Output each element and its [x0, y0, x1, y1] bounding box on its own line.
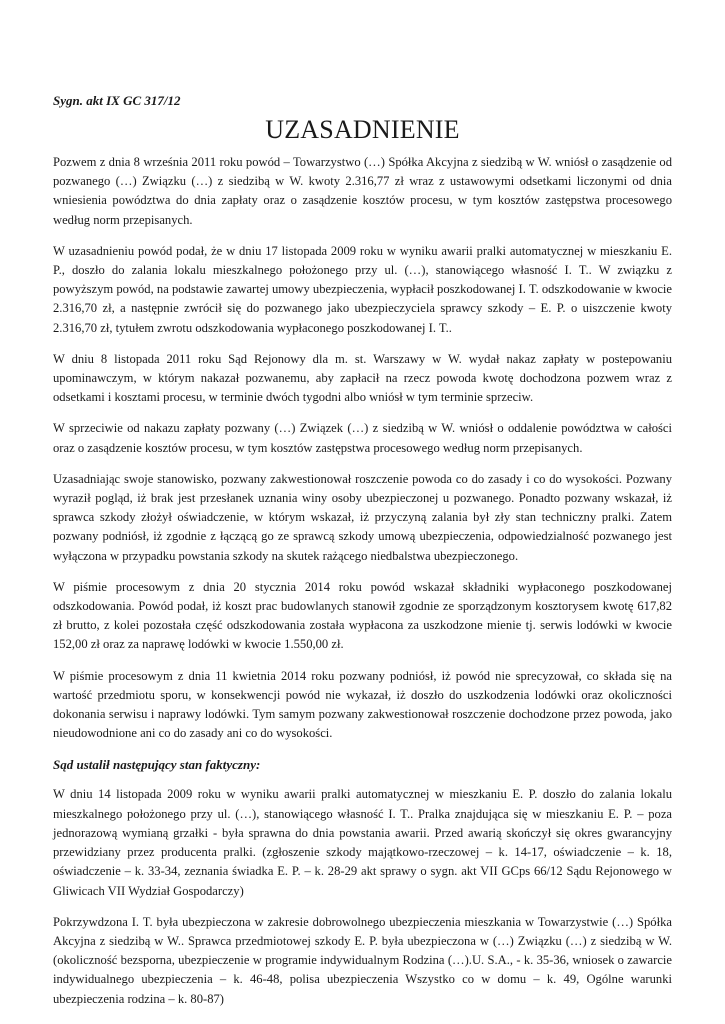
- paragraph-facts-incident: W dniu 14 listopada 2009 roku w wyniku awarii pralki automatycznej w mieszkaniu E. P. doszło do zalania lokalu mieszkalnego położonego przy ul. (…), stanowiącego własność I. T.. Pralka znajdująca się w mieszkaniu E. P. – poza jednorazową wymianą grzałki - była sprawna do dnia powstania awarii. Przed awarią skończył się okres gwarancyjny przewidziany przez producenta pralki. (zgłoszenie szkody majątkowo-rzeczowej – k. 14-17, oświadczenie – k. 18, oświadczenie – k. 33-34, zeznania świadka E. P. – k. 28-29 akt sprawy o sygn. akt VII GCps 66/12 Sądu Rejonowego w Gliwicach VII Wydział Gospodarczy): [53, 787, 672, 898]
- paragraph-payment-order: W dniu 8 listopada 2011 roku Sąd Rejonowy dla m. st. Warszawy w W. wydał nakaz zapłaty w postepowaniu upominawczym, w którym nakazał pozwanemu, aby zapłacił na rzecz powoda kwotę dochodzona pozwem wraz z odsetkami i kosztami procesu, w terminie dwóch tygodni albo wniósł w tym terminie sprzeciw.: [53, 351, 672, 405]
- paragraph-facts-insurance: Pokrzywdzona I. T. była ubezpieczona w zakresie dobrowolnego ubezpieczenia mieszkania w Towarzystwie (…) Spółka Akcyjna z siedzibą w W.. Sprawca przedmiotowej szkody E. P. była ubezpieczona w (…) Związku (…) z siedzibą w W. (okoliczność bezsporna, ubezpieczenie w programie indywidualnym Rodzina (…).U. S.A., - k. 35-36, wniosek o zawarcie indywidualnego ubezpieczenia – k. 46-48, polisa ubezpieczenia Wszystko co w domu – k. 49, Ogólne warunki ubezpieczenia rodzina – k. 80-87): [53, 914, 672, 1006]
- paragraph-plaintiff-letter: W piśmie procesowym z dnia 20 stycznia 2014 roku powód wskazał składniki wypłaconego poszkodowanej odszkodowania. Powód podał, iż koszt prac budowlanych stanowił zgodnie ze sporządzonym kosztorysem kwotę 617,82 zł brutto, z kolei pozostała część odszkodowania została wypłacona za uszkodzone mienie tj. serwis lodówki w kwocie 152,00 zł oraz za naprawę lodówki w kwocie 1.550,00 zł.: [53, 579, 672, 652]
- section-heading-facts: Sąd ustalił następujący stan faktyczny:: [53, 757, 261, 773]
- case-signature: Sygn. akt IX GC 317/12: [53, 93, 181, 108]
- paragraph-defendant-position: Uzasadniając swoje stanowisko, pozwany zakwestionował roszczenie powoda co do zasady i co do wysokości. Pozwany wyraził pogląd, iż brak jest przesłanek uznania winy osoby ubezpieczonej u pozwanego. Ponadto pozwany wskazał, iż sprawca szkody złożył oświadczenie, w którym wskazał, iż przyczyną zalania był zły stan techniczny pralki. Zatem pozwany podniósł, iż zgodnie z łączącą go ze sprawcą szkody umową ubezpieczenia, odpowiedzialność pozwanego jest wyłączona w przypadku powstania szkody na skutek rażącego niedbalstwa ubezpieczonego.: [53, 471, 672, 563]
- paragraph-objection: W sprzeciwie od nakazu zapłaty pozwany (…) Związek (…) z siedzibą w W. wniósł o oddalenie powództwa w całości oraz o zasądzenie kosztów procesu, w tym kosztów zastępstwa procesowego według norm przepisanych.: [53, 421, 672, 455]
- paragraph-justification: W uzasadnieniu powód podał, że w dniu 17 listopada 2009 roku w wyniku awarii pralki automatycznej w mieszkaniu E. P., doszło do zalania lokalu mieszkalnego położonego przy ul. (…), stanowiącego własność I. T.. W związku z powyższym powód, na podstawie zawartej umowy ubezpieczenia, wypłacił poszkodowanej I. T. odszkodowanie w kwocie 2.316,70 zł, a następnie zwrócił się do pozwanego jako ubezpieczyciela sprawcy szkody – E. P. o uiszczenie kwoty 2.316,70 zł, tytułem zwrotu odszkodowania wypłaconego poszkodowanej I. T..: [53, 243, 672, 335]
- paragraph-defendant-letter: W piśmie procesowym z dnia 11 kwietnia 2014 roku pozwany podniósł, iż powód nie sprecyzował, co składa się na wartość przedmiotu sporu, w konsekwencji powód nie wykazał, iż doszło do uszkodzenia lodówki oraz okoliczności dokonania serwisu i naprawy lodówki. Tym samym pozwany zakwestionował roszczenie dochodzone przez powoda, jako nieudowodnione ani co do zasady ani co do wysokości.: [53, 668, 672, 741]
- document-body: [53, 92, 672, 1021]
- paragraph-claim: Pozwem z dnia 8 września 2011 roku powód – Towarzystwo (…) Spółka Akcyjna z siedzibą w W. wniósł o zasądzenie od pozwanego (…) Związku (…) z siedzibą w W. kwoty 2.316,77 zł wraz z ustawowymi odsetkami liczonymi od dnia wniesienia powództwa do dnia zapłaty oraz o zasądzenie kosztów procesu, w tym kosztów zastępstwa procesowego według norm przepisanych.: [53, 155, 672, 227]
- document-title: UZASADNIENIE: [265, 115, 460, 144]
